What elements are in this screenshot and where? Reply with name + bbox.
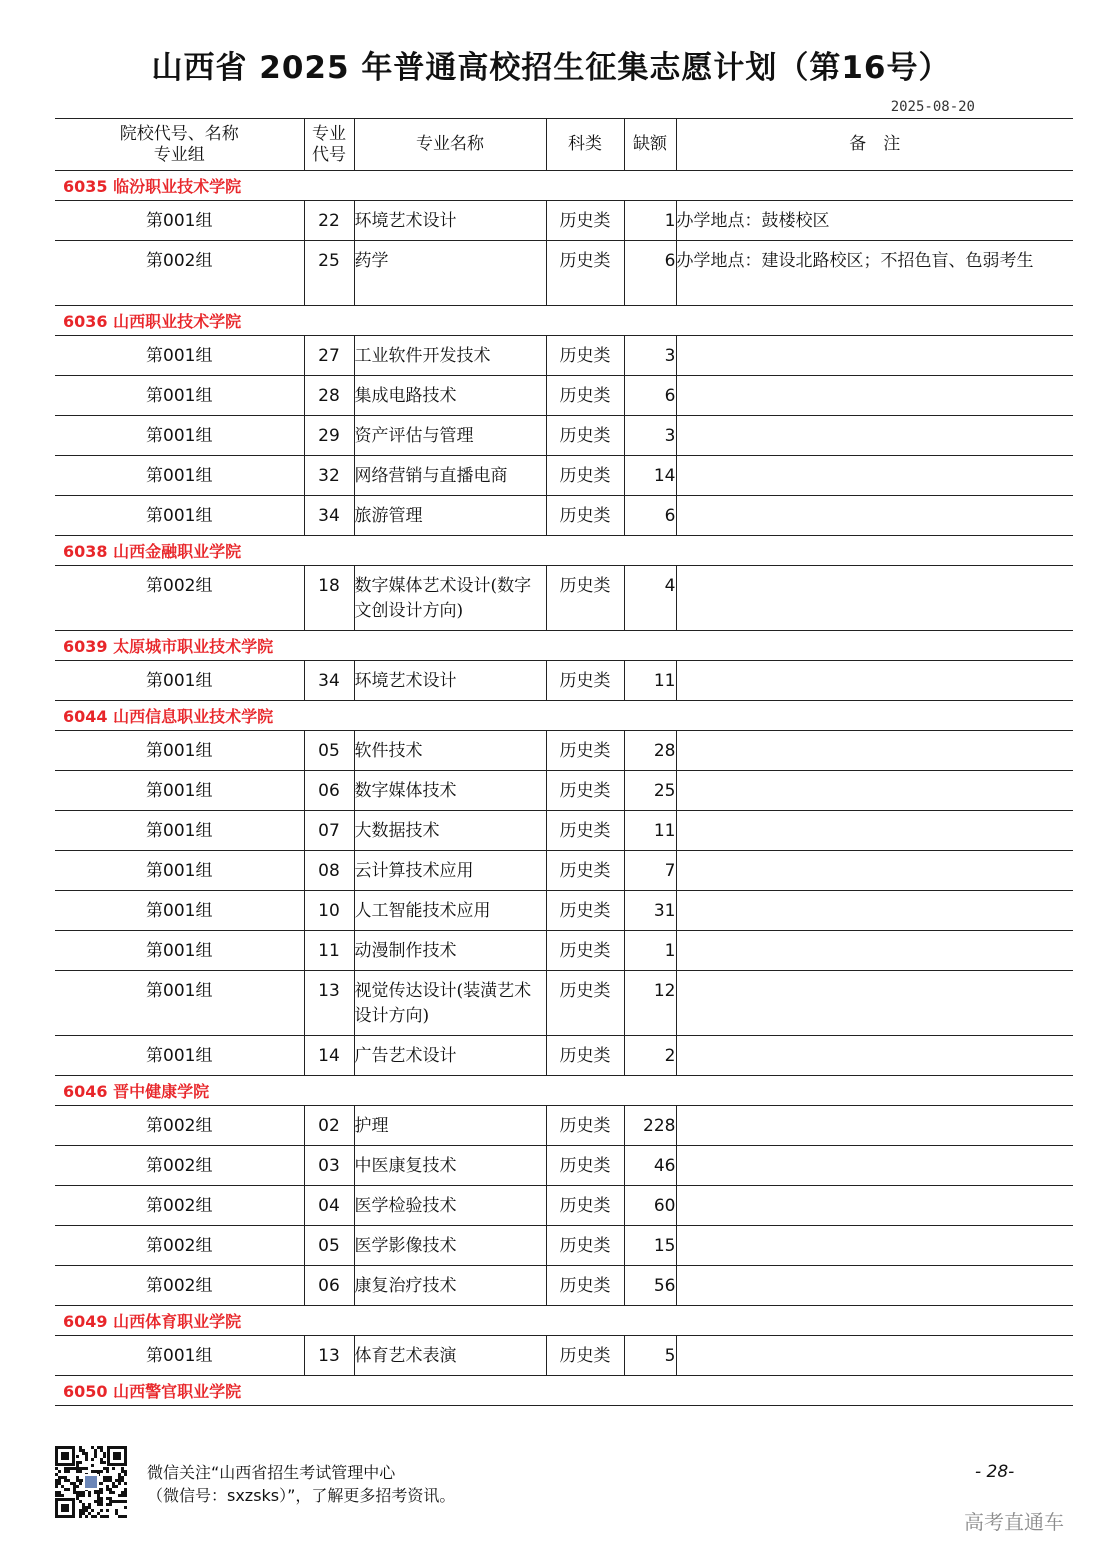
table-row xyxy=(55,456,1073,496)
major-name-cell: 旅游管理 xyxy=(354,496,546,536)
quota-cell: 228 xyxy=(624,1106,676,1146)
table-row xyxy=(55,201,1073,241)
group-cell: 第001组 xyxy=(55,891,304,931)
category-cell: 历史类 xyxy=(546,566,624,631)
table-body xyxy=(55,171,1073,1406)
school-row xyxy=(55,1376,1073,1406)
major-code-cell: 18 xyxy=(304,566,354,631)
category-cell: 历史类 xyxy=(546,661,624,701)
group-cell: 第002组 xyxy=(55,1186,304,1226)
category-cell: 历史类 xyxy=(546,1106,624,1146)
note-cell xyxy=(676,1336,1073,1376)
major-name-cell: 集成电路技术 xyxy=(354,376,546,416)
table-row xyxy=(55,931,1073,971)
note-cell xyxy=(676,971,1073,1036)
major-code-cell: 07 xyxy=(304,811,354,851)
major-code-cell: 04 xyxy=(304,1186,354,1226)
school-name: 6039 太原城市职业技术学院 xyxy=(55,631,1073,661)
header-group: 专业组 xyxy=(153,144,205,165)
category-cell: 历史类 xyxy=(546,201,624,241)
major-code-cell: 10 xyxy=(304,891,354,931)
quota-cell: 11 xyxy=(624,811,676,851)
category-cell: 历史类 xyxy=(546,1146,624,1186)
group-cell: 第002组 xyxy=(55,1226,304,1266)
header-quota: 缺额 xyxy=(624,119,676,171)
table-row xyxy=(55,661,1073,701)
category-cell: 历史类 xyxy=(546,456,624,496)
group-cell: 第001组 xyxy=(55,1036,304,1076)
table-row xyxy=(55,771,1073,811)
major-code-cell: 14 xyxy=(304,1036,354,1076)
group-cell: 第001组 xyxy=(55,661,304,701)
category-cell: 历史类 xyxy=(546,1226,624,1266)
school-name: 6049 山西体育职业学院 xyxy=(55,1306,1073,1336)
table-row xyxy=(55,566,1073,631)
publish-date: 2025-08-20 xyxy=(890,99,975,115)
major-name-cell: 动漫制作技术 xyxy=(354,931,546,971)
major-code-cell: 08 xyxy=(304,851,354,891)
enrollment-plan-table xyxy=(55,118,1073,1406)
page-number: - 28- xyxy=(975,1462,1015,1482)
major-code-cell: 06 xyxy=(304,1266,354,1306)
group-cell: 第002组 xyxy=(55,1146,304,1186)
note-cell: 办学地点：建设北路校区；不招色盲、色弱考生 xyxy=(676,241,1073,306)
quota-cell: 15 xyxy=(624,1226,676,1266)
quota-cell: 2 xyxy=(624,1036,676,1076)
footer-note xyxy=(147,1461,455,1507)
category-cell: 历史类 xyxy=(546,731,624,771)
major-name-cell: 工业软件开发技术 xyxy=(354,336,546,376)
major-name-cell: 药学 xyxy=(354,241,546,306)
major-code-cell: 29 xyxy=(304,416,354,456)
category-cell: 历史类 xyxy=(546,1036,624,1076)
major-code-cell: 05 xyxy=(304,731,354,771)
category-cell: 历史类 xyxy=(546,931,624,971)
note-cell xyxy=(676,376,1073,416)
note-cell xyxy=(676,566,1073,631)
footer-line-1: 微信关注“山西省招生考试管理中心 xyxy=(147,1463,396,1482)
school-name: 6050 山西警官职业学院 xyxy=(55,1376,1073,1406)
table-row xyxy=(55,241,1073,306)
group-cell: 第001组 xyxy=(55,1336,304,1376)
school-name: 6046 晋中健康学院 xyxy=(55,1076,1073,1106)
note-cell xyxy=(676,1106,1073,1146)
table-row xyxy=(55,851,1073,891)
major-code-cell: 02 xyxy=(304,1106,354,1146)
qr-code-icon xyxy=(55,1446,127,1518)
quota-cell: 4 xyxy=(624,566,676,631)
note-cell xyxy=(676,1226,1073,1266)
group-cell: 第001组 xyxy=(55,851,304,891)
table-row xyxy=(55,971,1073,1036)
category-cell: 历史类 xyxy=(546,496,624,536)
note-cell xyxy=(676,1266,1073,1306)
quota-cell: 6 xyxy=(624,496,676,536)
table-row xyxy=(55,731,1073,771)
major-code-cell: 11 xyxy=(304,931,354,971)
major-code-cell: 28 xyxy=(304,376,354,416)
note-cell xyxy=(676,851,1073,891)
table-row xyxy=(55,1186,1073,1226)
table-row xyxy=(55,376,1073,416)
group-cell: 第001组 xyxy=(55,336,304,376)
quota-cell: 46 xyxy=(624,1146,676,1186)
note-cell xyxy=(676,496,1073,536)
school-name: 6038 山西金融职业学院 xyxy=(55,536,1073,566)
table-row xyxy=(55,416,1073,456)
major-name-cell: 视觉传达设计(装潢艺术设计方向) xyxy=(354,971,546,1036)
major-name-cell: 资产评估与管理 xyxy=(354,416,546,456)
quota-cell: 56 xyxy=(624,1266,676,1306)
major-name-cell: 数字媒体艺术设计(数字文创设计方向) xyxy=(354,566,546,631)
table-row xyxy=(55,336,1073,376)
category-cell: 历史类 xyxy=(546,336,624,376)
major-name-cell: 大数据技术 xyxy=(354,811,546,851)
table-row xyxy=(55,1036,1073,1076)
group-cell: 第001组 xyxy=(55,416,304,456)
school-row xyxy=(55,306,1073,336)
note-cell xyxy=(676,1186,1073,1226)
quota-cell: 7 xyxy=(624,851,676,891)
quota-cell: 28 xyxy=(624,731,676,771)
table-row xyxy=(55,811,1073,851)
watermark: 高考直通车 xyxy=(964,1510,1064,1534)
table-row xyxy=(55,1266,1073,1306)
header-major-code xyxy=(304,119,354,171)
group-cell: 第001组 xyxy=(55,496,304,536)
note-cell xyxy=(676,1036,1073,1076)
major-name-cell: 环境艺术设计 xyxy=(354,201,546,241)
header-school: 院校代号、名称 xyxy=(119,123,239,144)
note-cell xyxy=(676,891,1073,931)
group-cell: 第002组 xyxy=(55,241,304,306)
major-name-cell: 康复治疗技术 xyxy=(354,1266,546,1306)
table-row xyxy=(55,1226,1073,1266)
major-code-cell: 25 xyxy=(304,241,354,306)
note-cell: 办学地点：鼓楼校区 xyxy=(676,201,1073,241)
category-cell: 历史类 xyxy=(546,416,624,456)
quota-cell: 60 xyxy=(624,1186,676,1226)
category-cell: 历史类 xyxy=(546,1266,624,1306)
quota-cell: 1 xyxy=(624,201,676,241)
major-code-cell: 34 xyxy=(304,661,354,701)
header-code-line2: 代号 xyxy=(312,144,346,165)
major-name-cell: 医学检验技术 xyxy=(354,1186,546,1226)
quota-cell: 5 xyxy=(624,1336,676,1376)
major-code-cell: 27 xyxy=(304,336,354,376)
note-cell xyxy=(676,456,1073,496)
major-code-cell: 13 xyxy=(304,1336,354,1376)
note-cell xyxy=(676,661,1073,701)
major-name-cell: 数字媒体技术 xyxy=(354,771,546,811)
major-name-cell: 网络营销与直播电商 xyxy=(354,456,546,496)
header-school-group xyxy=(55,119,304,171)
school-row xyxy=(55,171,1073,201)
school-name: 6036 山西职业技术学院 xyxy=(55,306,1073,336)
note-cell xyxy=(676,931,1073,971)
category-cell: 历史类 xyxy=(546,811,624,851)
group-cell: 第001组 xyxy=(55,376,304,416)
table-header-row xyxy=(55,119,1073,171)
header-category: 科类 xyxy=(546,119,624,171)
footer-line-2: （微信号：sxzsks）”，了解更多招考资讯。 xyxy=(147,1486,456,1505)
school-row xyxy=(55,701,1073,731)
major-code-cell: 13 xyxy=(304,971,354,1036)
major-code-cell: 22 xyxy=(304,201,354,241)
header-major-name: 专业名称 xyxy=(354,119,546,171)
group-cell: 第001组 xyxy=(55,201,304,241)
category-cell: 历史类 xyxy=(546,891,624,931)
major-name-cell: 人工智能技术应用 xyxy=(354,891,546,931)
note-cell xyxy=(676,731,1073,771)
group-cell: 第002组 xyxy=(55,1106,304,1146)
quota-cell: 14 xyxy=(624,456,676,496)
group-cell: 第002组 xyxy=(55,1266,304,1306)
school-row xyxy=(55,1076,1073,1106)
category-cell: 历史类 xyxy=(546,1336,624,1376)
group-cell: 第001组 xyxy=(55,971,304,1036)
category-cell: 历史类 xyxy=(546,241,624,306)
major-name-cell: 云计算技术应用 xyxy=(354,851,546,891)
note-cell xyxy=(676,416,1073,456)
table-row xyxy=(55,891,1073,931)
major-code-cell: 34 xyxy=(304,496,354,536)
major-code-cell: 06 xyxy=(304,771,354,811)
quota-cell: 12 xyxy=(624,971,676,1036)
group-cell: 第001组 xyxy=(55,731,304,771)
major-code-cell: 32 xyxy=(304,456,354,496)
category-cell: 历史类 xyxy=(546,1186,624,1226)
note-cell xyxy=(676,336,1073,376)
quota-cell: 31 xyxy=(624,891,676,931)
note-cell xyxy=(676,1146,1073,1186)
school-row xyxy=(55,631,1073,661)
category-cell: 历史类 xyxy=(546,851,624,891)
school-row xyxy=(55,536,1073,566)
table-row xyxy=(55,496,1073,536)
table-row xyxy=(55,1146,1073,1186)
quota-cell: 1 xyxy=(624,931,676,971)
group-cell: 第001组 xyxy=(55,811,304,851)
quota-cell: 6 xyxy=(624,376,676,416)
group-cell: 第001组 xyxy=(55,456,304,496)
major-name-cell: 体育艺术表演 xyxy=(354,1336,546,1376)
major-code-cell: 03 xyxy=(304,1146,354,1186)
category-cell: 历史类 xyxy=(546,771,624,811)
quota-cell: 6 xyxy=(624,241,676,306)
major-name-cell: 护理 xyxy=(354,1106,546,1146)
school-name: 6035 临汾职业技术学院 xyxy=(55,171,1073,201)
note-cell xyxy=(676,811,1073,851)
major-name-cell: 广告艺术设计 xyxy=(354,1036,546,1076)
major-name-cell: 软件技术 xyxy=(354,731,546,771)
quota-cell: 11 xyxy=(624,661,676,701)
note-cell xyxy=(676,771,1073,811)
school-name: 6044 山西信息职业技术学院 xyxy=(55,701,1073,731)
major-code-cell: 05 xyxy=(304,1226,354,1266)
group-cell: 第001组 xyxy=(55,771,304,811)
header-code-line1: 专业 xyxy=(312,123,346,144)
table-row xyxy=(55,1336,1073,1376)
quota-cell: 25 xyxy=(624,771,676,811)
major-name-cell: 中医康复技术 xyxy=(354,1146,546,1186)
table-row xyxy=(55,1106,1073,1146)
header-note: 备 注 xyxy=(676,119,1073,171)
major-name-cell: 医学影像技术 xyxy=(354,1226,546,1266)
page-title: 山西省 2025 年普通高校招生征集志愿计划（第16号） xyxy=(151,50,951,86)
category-cell: 历史类 xyxy=(546,971,624,1036)
quota-cell: 3 xyxy=(624,336,676,376)
school-row xyxy=(55,1306,1073,1336)
group-cell: 第002组 xyxy=(55,566,304,631)
quota-cell: 3 xyxy=(624,416,676,456)
group-cell: 第001组 xyxy=(55,931,304,971)
category-cell: 历史类 xyxy=(546,376,624,416)
major-name-cell: 环境艺术设计 xyxy=(354,661,546,701)
